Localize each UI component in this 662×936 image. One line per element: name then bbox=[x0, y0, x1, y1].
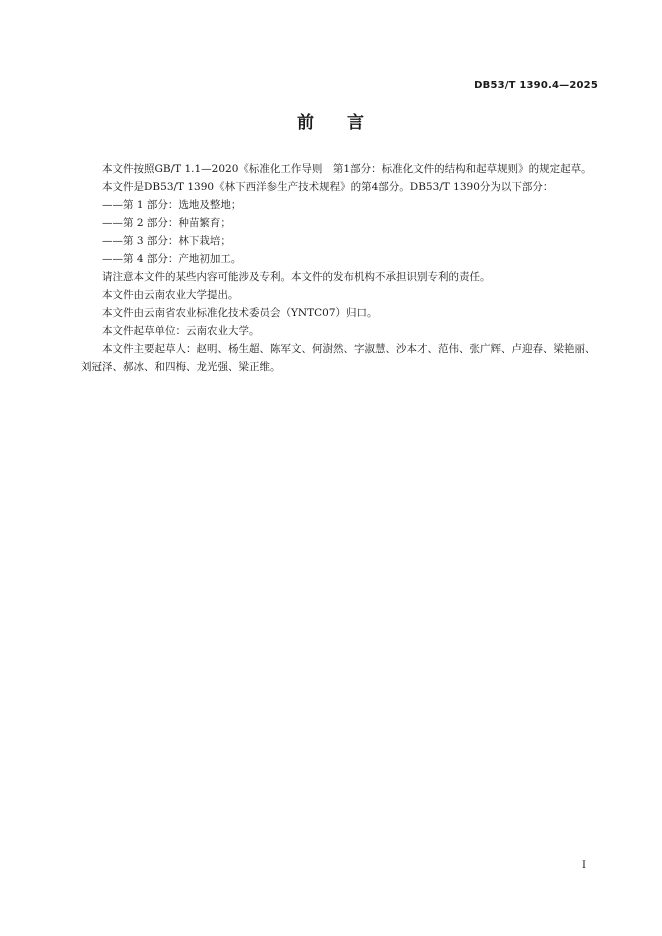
list-item-part-2: ——第 2 部分：种苗繁育； bbox=[102, 217, 231, 229]
title-char-1: 前 bbox=[297, 113, 315, 133]
paragraph-drafting-basis: 本文件按照GB/T 1.1—2020《标准化工作导则 第1部分：标准化文件的结构和起草规则》的规定起草。 bbox=[102, 163, 592, 175]
title-char-2: 言 bbox=[347, 113, 365, 133]
list-item-part-1: ——第 1 部分：选地及整地； bbox=[102, 199, 242, 211]
paragraph-drafting-unit: 本文件起草单位：云南农业大学。 bbox=[102, 325, 260, 337]
paragraph-proposer: 本文件由云南农业大学提出。 bbox=[102, 289, 239, 301]
paragraph-part-description: 本文件是DB53/T 1390《林下西洋参生产技术规程》的第4部分。DB53/T 1390分为以下部分： bbox=[102, 181, 554, 193]
page-number: I bbox=[582, 860, 586, 871]
list-item-part-4: ——第 4 部分：产地初加工。 bbox=[102, 253, 242, 265]
paragraph-drafters: 本文件主要起草人：赵明、杨生超、陈军文、何澍然、字淑慧、沙本才、范伟、张广辉、卢迎春、梁艳丽、刘冠泽、郝冰、和四梅、龙光强、梁正维。 bbox=[81, 343, 596, 373]
paragraph-patent-notice: 请注意本文件的某些内容可能涉及专利。本文件的发布机构不承担识别专利的责任。 bbox=[102, 271, 491, 283]
list-item-part-3: ——第 3 部分：林下栽培； bbox=[102, 235, 231, 247]
foreword-body bbox=[81, 160, 605, 376]
document-code: DB53/T 1390.4—2025 bbox=[474, 80, 598, 91]
paragraph-administrator: 本文件由云南省农业标准化技术委员会（YNTC07）归口。 bbox=[102, 307, 378, 319]
page-title bbox=[0, 108, 662, 133]
